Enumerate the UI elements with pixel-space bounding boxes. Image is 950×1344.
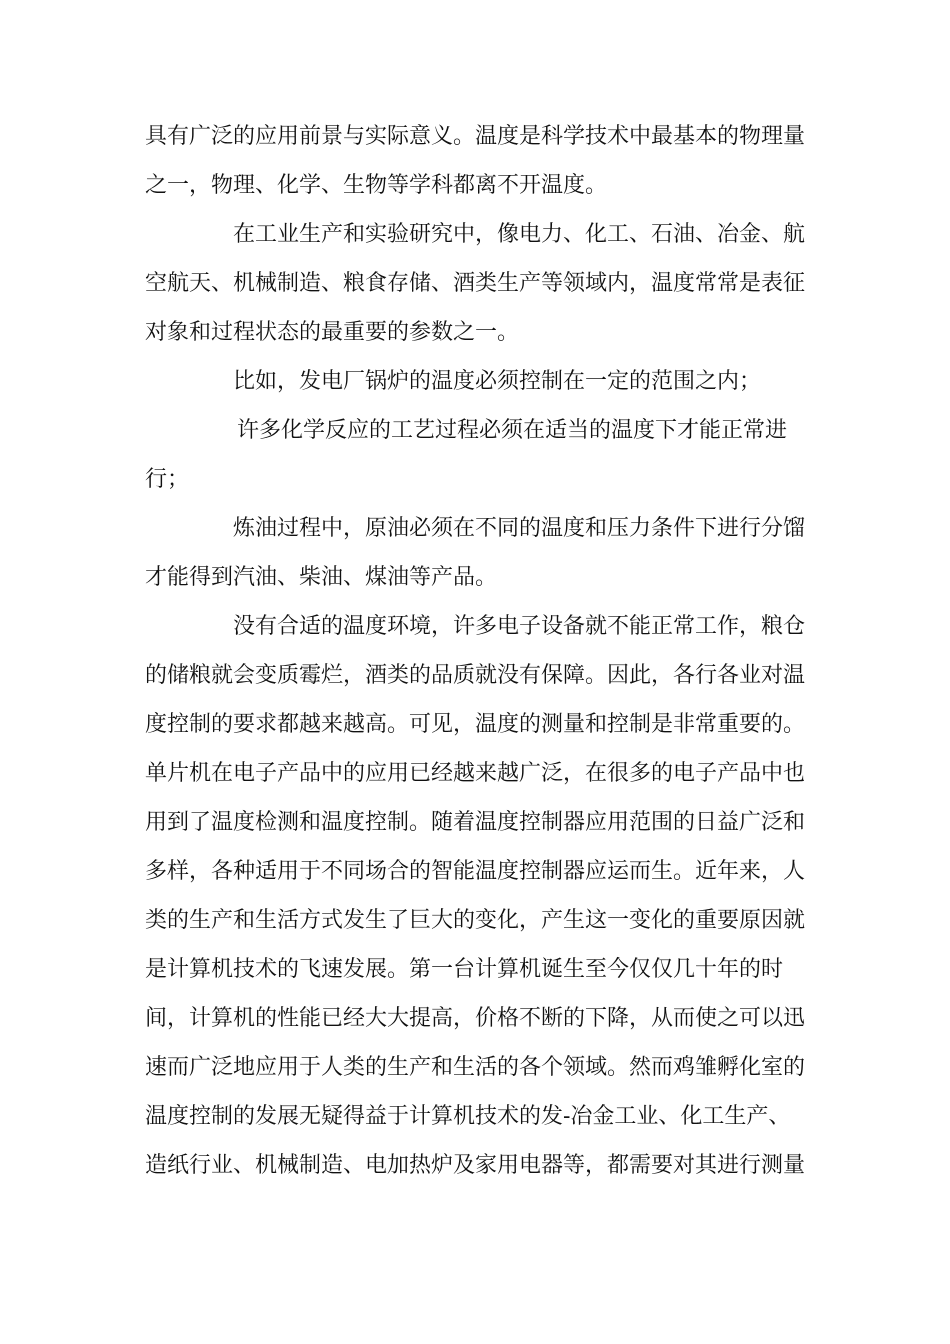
paragraph-environment	[145, 602, 807, 1190]
text-line: 之一，物理、化学、生物等学科都离不开温度。	[145, 173, 608, 198]
text-line: 多样，各种适用于不同场合的智能温度控制器应运而生。近年来，人	[145, 859, 806, 884]
text-line: 具有广泛的应用前景与实际意义。温度是科学技术中最基本的物理量	[145, 124, 806, 149]
text-line: 速而广泛地应用于人类的生产和生活的各个领域。然而鸡雏孵化室的	[145, 1055, 806, 1080]
text-line: 比如，发电厂锅炉的温度必须控制在一定的范围之内；	[233, 369, 762, 394]
text-line: 用到了温度检测和温度控制。随着温度控制器应用范围的日益广泛和	[145, 810, 806, 835]
paragraph-refining	[145, 504, 807, 602]
paragraph-industry	[145, 210, 807, 357]
text-line: 造纸行业、机械制造、电加热炉及家用电器等，都需要对其进行测量	[145, 1153, 806, 1178]
text-line: 才能得到汽油、柴油、煤油等产品。	[145, 565, 498, 590]
paragraph-chemical	[145, 406, 807, 504]
text-line: 单片机在电子产品中的应用已经越来越广泛，在很多的电子产品中也	[145, 761, 806, 786]
text-line: 间，计算机的性能已经大大提高，价格不断的下降，从而使之可以迅	[145, 1006, 806, 1031]
document-body	[145, 112, 807, 1190]
text-line: 度控制的要求都越来越高。可见，温度的测量和控制是非常重要的。	[145, 712, 806, 737]
text-line: 温度控制的发展无疑得益于计算机技术的发-冶金工业、化工生产、	[145, 1104, 791, 1129]
text-line: 在工业生产和实验研究中，像电力、化工、石油、冶金、航	[233, 222, 806, 247]
text-line: 的储粮就会变质霉烂，酒类的品质就没有保障。因此，各行各业对温	[145, 663, 806, 688]
text-line: 空航天、机械制造、粮食存储、酒类生产等领域内，温度常常是表征	[145, 271, 806, 296]
text-line: 对象和过程状态的最重要的参数之一。	[145, 320, 520, 345]
text-line: 类的生产和生活方式发生了巨大的变化，产生这一变化的重要原因就	[145, 908, 806, 933]
text-line: 炼油过程中，原油必须在不同的温度和压力条件下进行分馏	[233, 516, 806, 541]
text-line: 是计算机技术的飞速发展。第一台计算机诞生至今仅仅几十年的时	[145, 957, 784, 982]
text-line: 许多化学反应的工艺过程必须在适当的温度下才能正常进	[237, 418, 788, 443]
text-line: 没有合适的温度环境，许多电子设备就不能正常工作，粮仓	[233, 614, 806, 639]
paragraph-intro	[145, 112, 807, 210]
paragraph-boiler	[145, 357, 807, 406]
text-line: 行；	[145, 467, 190, 492]
